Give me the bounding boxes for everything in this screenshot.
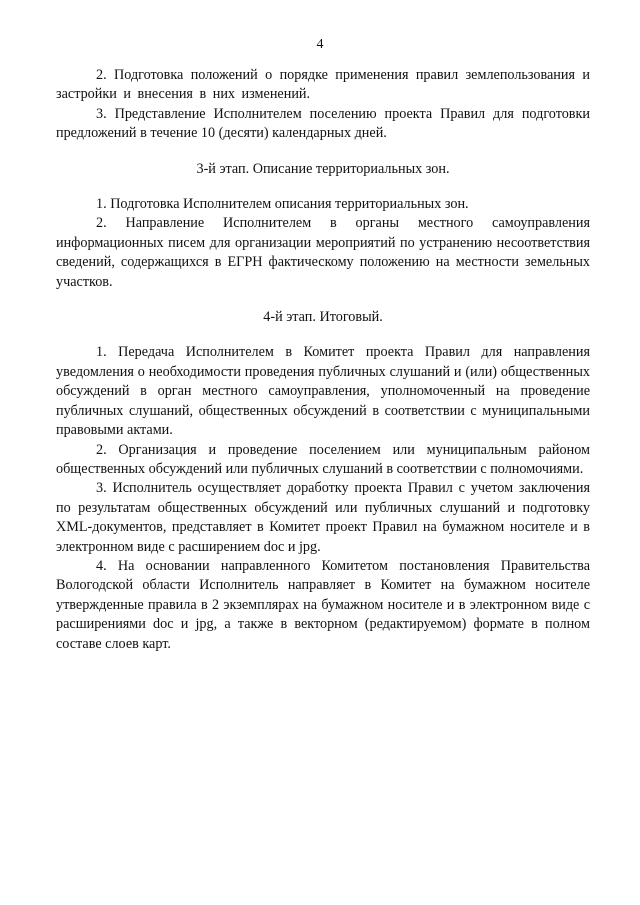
stage3-item-2: 2. Направление Исполнителем в органы местного самоуправления информационных писем для организации мероприятий по устранению несоответствия сведений, содержащихся в ЕГРН фактическому положению на местности земельных участков. xyxy=(56,215,590,290)
stage4-item-2: 2. Организация и проведение поселением или муниципальным районом общественных обсуждений или публичных слушаний в соответствии с полномочиями. xyxy=(56,441,590,477)
stage4-item-4: 4. На основании направленного Комитетом постановления Правительства Вологодской области Исполнитель направляет в Комитет на бумажном носителе утвержденные правила в 2 экземплярах на бумажном носителе и в электронном виде с расширениями doc и jpg, а также в векторном (редактируемом) формате в полном составе слоев карт. xyxy=(56,557,590,652)
document-body xyxy=(56,66,590,654)
stage2-item-3: 3. Представление Исполнителем поселению проекта Правил для подготовки предложений в течение 10 (десяти) календарных дней. xyxy=(56,105,590,142)
stage4-item-1: 1. Передача Исполнителем в Комитет проекта Правил для направления уведомления о необходимости проведения публичных слушаний и (или) общественных обсуждений в орган местного самоуправления, уполномоченный на проведение публичных слушаний, общественных обсуждений в соответствии с муниципальными правовыми актами. xyxy=(56,344,590,439)
stage4-item-3: 3. Исполнитель осуществляет доработку проекта Правил с учетом заключения по результатам общественных обсуждений или публичных слушаний и подготовку XML-документов, представляет в Комитет проект Правил на бумажном носителе и в электронном виде с расширением doc и jpg. xyxy=(56,480,590,555)
page-number: 4 xyxy=(316,37,324,52)
stage3-heading: 3-й этап. Описание территориальных зон. xyxy=(196,160,450,177)
stage3-item-1: 1. Подготовка Исполнителем описания территориальных зон. xyxy=(96,196,469,213)
stage2-item-2: 2. Подготовка положений о порядке применения правил землепользования и застройки и внесения в них изменений. xyxy=(56,67,590,103)
stage4-heading: 4-й этап. Итоговый. xyxy=(263,309,383,326)
